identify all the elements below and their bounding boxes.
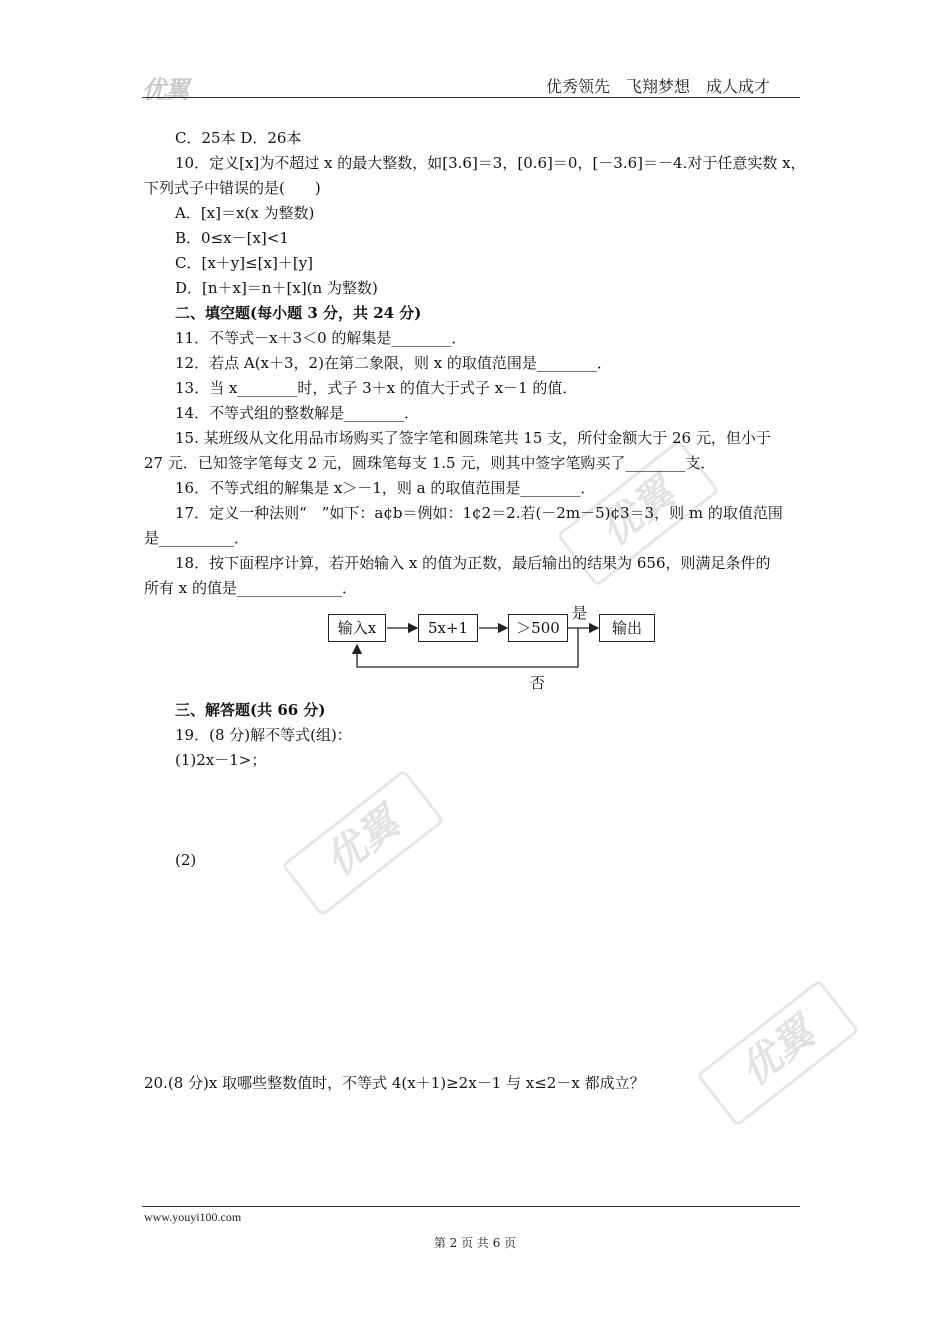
watermark-logo: 优翼 [556,439,720,587]
question-17-cont: 是__________． [144,529,250,547]
question-19-part-1: (1)2x－1>； [175,751,267,769]
option-c-d: C．25本 D．26本 [175,129,302,147]
section-heading-fill-in: 二、填空题(每小题 3 分，共 24 分) [175,304,422,322]
header-slogan: 优秀领先 飞翔梦想 成人成才 [545,77,770,96]
option-c: C．[x＋y]≤[x]＋[y] [175,254,314,272]
flow-output-box: 输出 [599,614,655,642]
question-18-cont: 所有 x 的值是______________． [144,579,357,597]
question-13: 13．当 x________时，式子 3＋x 的值大于式子 x－1 的值． [175,379,578,397]
question-15: 15. 某班级从文化用品市场购买了签字笔和圆珠笔共 15 支，所付金额大于 26 元，但小于 [175,429,771,447]
footer-page-number: 第 2 页 共 6 页 [433,1236,517,1250]
watermark-logo: 优翼 [281,769,445,917]
question-20: 20.(8 分)x 取哪些整数值时，不等式 4(x＋1)≥2x－1 与 x≤2－x 都成立？ [144,1074,645,1092]
option-d: D．[n＋x]＝n＋[x](n 为整数) [175,279,378,297]
header-logo: 优翼 [142,76,188,104]
question-19-part-2: (2) [175,851,197,869]
question-14: 14．不等式组的整数解是________． [175,404,420,422]
flow-compare-box: ＞500 [508,614,568,642]
question-18: 18．按下面程序计算，若开始输入 x 的值为正数，最后输出的结果为 656，则满足条件的 [175,554,771,572]
flow-compute-box: 5x+1 [418,614,478,642]
question-15-cont: 27 元．已知签字笔每支 2 元，圆珠笔每支 1.5 元，则其中签字笔购买了________支． [144,454,716,472]
footer-divider [142,1206,800,1207]
question-17: 17．定义一种法则“ ”如下：a¢b＝例如：1¢2＝2.若(－2m－5)¢3＝3，则 m 的取值范围 [175,504,783,522]
flow-no-label: 否 [530,674,546,692]
option-a: A．[x]＝x(x 为整数) [175,204,315,222]
question-10: 10．定义[x]为不超过 x 的最大整数，如[3.6]＝3，[0.6]＝0，[－3.6]＝－4.对于任意实数 x， [175,154,806,172]
question-10-cont: 下列式子中错误的是( ) [144,179,321,197]
footer-url: www.youyi100.com [144,1210,242,1224]
flow-yes-label: 是 [572,604,588,622]
option-b: B．0≤x－[x]<1 [175,229,289,247]
watermark-logo: 优翼 [696,979,860,1127]
question-11: 11．不等式－x＋3＜0 的解集是________． [175,329,467,347]
question-16: 16．不等式组的解集是 x＞－1，则 a 的取值范围是________． [175,479,596,497]
question-19: 19．(8 分)解不等式(组)： [175,726,352,744]
question-12: 12．若点 A(x＋3，2)在第二象限，则 x 的取值范围是________． [175,354,612,372]
section-heading-solutions: 三、解答题(共 66 分) [175,701,326,719]
flow-input-box: 输入x [328,614,386,642]
